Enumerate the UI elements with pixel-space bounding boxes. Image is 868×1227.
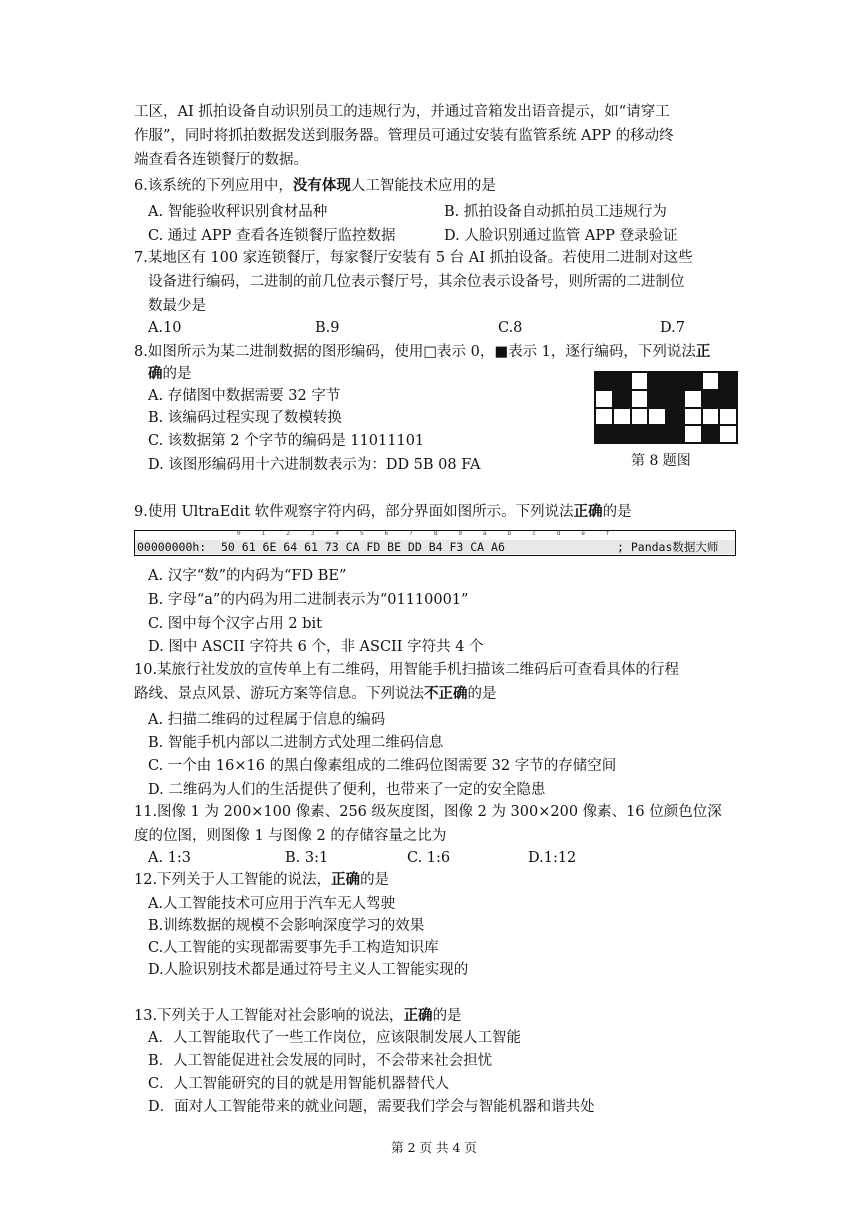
grid-cell	[666, 408, 684, 426]
q8-binary-grid-figure	[594, 371, 738, 444]
hex-bytes: 50 61 6E 64 61 73 CA FD BE DD B4 F3 CA A6	[221, 540, 505, 554]
q12-stem: 12.下列关于人工智能的说法，正确的是	[134, 871, 390, 888]
grid-cell	[684, 408, 702, 426]
q13-option-c: C．人工智能研究的目的就是用智能机器替代人	[148, 1076, 450, 1092]
q7-stem-line-1: 7.某地区有 100 家连锁餐厅，每家餐厅安装有 5 台 AI 抓拍设备。若使用二进制对这些	[134, 250, 693, 266]
grid-cell	[631, 408, 649, 426]
hex-ruler-label: 5	[360, 530, 364, 537]
hex-ruler-label: 4	[335, 530, 340, 537]
q6-option-b: B. 抓拍设备自动抓拍员工违规行为	[444, 204, 667, 220]
q8-option-a: A. 存储图中数据需要 32 字节	[148, 388, 341, 404]
q10-option-c: C. 一个由 16×16 的黑白像素组成的二维码位图需要 32 字节的存储空间	[148, 758, 617, 774]
grid-cell	[595, 372, 613, 390]
q11-option-d: D.1:12	[528, 850, 577, 866]
q8-option-c: C. 该数据第 2 个字节的编码是 11011101	[148, 433, 425, 449]
hex-ruler-label: 7	[409, 530, 413, 537]
q7-stem-line-3: 数最少是	[148, 298, 206, 314]
q9-stem: 9.使用 UltraEdit 软件观察字符内码，部分界面如图所示。下列说法正确的是	[134, 503, 632, 520]
hex-ruler-label: 0	[237, 530, 241, 537]
q7-stem-line-2: 设备进行编码，二进制的前几位表示餐厅号，其余位表示设备号，则所需的二进制位	[148, 274, 685, 290]
q7-option-a: A.10	[148, 320, 182, 336]
grid-cell	[702, 425, 720, 443]
q10-stem-line-1: 10.某旅行社发放的宣传单上有二维码，用智能手机扫描该二维码后可查看具体的行程	[134, 662, 680, 678]
hex-text: ; Pandas数据大师	[617, 540, 719, 554]
hex-ruler-label: 2	[286, 530, 290, 537]
page-footer: 第 2 页 共 4 页	[391, 1140, 477, 1155]
q9-option-d: D. 图中 ASCII 字符共 6 个，非 ASCII 字符共 4 个	[148, 639, 484, 655]
grid-cell	[631, 390, 649, 408]
q11-option-a: A. 1:3	[148, 850, 192, 866]
q13-stem: 13.下列关于人工智能对社会影响的说法，正确的是	[134, 1007, 462, 1024]
intro-line-1: 工区，AI 抓拍设备自动识别员工的违规行为，并通过音箱发出语音提示，如“请穿工	[134, 104, 670, 120]
grid-cell	[719, 372, 737, 390]
grid-cell	[719, 425, 737, 443]
grid-cell	[613, 425, 631, 443]
q8-figure-caption: 第 8 题图	[631, 453, 691, 469]
q13-option-d: D．面对人工智能带来的就业问题，需要我们学会与智能机器和谐共处	[148, 1099, 595, 1115]
hex-data-row	[135, 540, 735, 554]
grid-cell	[613, 372, 631, 390]
q11-stem-line-2: 度的位图，则图像 1 与图像 2 的存储容量之比为	[134, 828, 447, 844]
hex-ruler-label: 3	[310, 530, 315, 537]
q8-option-b: B. 该编码过程实现了数模转换	[148, 410, 342, 426]
q11-option-c: C. 1:6	[407, 850, 451, 866]
grid-cell	[613, 390, 631, 408]
grid-cell	[702, 408, 720, 426]
q6-option-a: A. 智能验收秤识别食材品种	[148, 204, 328, 220]
q12-option-b: B.训练数据的规模不会影响深度学习的效果	[148, 918, 425, 934]
q6-option-d: D. 人脸识别通过监管 APP 登录验证	[444, 228, 678, 244]
grid-cell	[666, 372, 684, 390]
q9-option-c: C. 图中每个汉字占用 2 bit	[148, 616, 322, 632]
q10-stem-line-2: 路线、景点风景、游玩方案等信息。下列说法不正确的是	[134, 685, 497, 702]
q12-option-d: D.人脸识别技术都是通过符号主义人工智能实现的	[148, 962, 469, 978]
q7-option-c: C.8	[498, 320, 523, 336]
intro-line-3: 端查看各连锁餐厅的数据。	[134, 152, 308, 168]
hex-ruler-label: b	[507, 530, 512, 537]
grid-cell	[631, 425, 649, 443]
grid-cell	[648, 390, 666, 408]
grid-cell	[648, 372, 666, 390]
q8-stem-line-1: 8.如图所示为某二进制数据的图形编码，使用□表示 0，■表示 1，逐行编码，下列说法正	[134, 343, 711, 360]
q13-option-b: B．人工智能促进社会发展的同时，不会带来社会担忧	[148, 1053, 493, 1069]
grid-cell	[613, 408, 631, 426]
q12-option-c: C.人工智能的实现都需要事先手工构造知识库	[148, 940, 439, 956]
hex-ruler-label: c	[532, 530, 536, 537]
grid-cell	[702, 390, 720, 408]
q12-option-a: A.人工智能技术可应用于汽车无人驾驶	[148, 896, 396, 912]
grid-cell	[648, 425, 666, 443]
grid-cell	[595, 408, 613, 426]
hex-address: 00000000h:	[137, 540, 207, 554]
grid-cell	[684, 372, 702, 390]
hex-column-ruler	[135, 531, 735, 538]
q9-option-b: B. 字母“a”的内码为用二进制表示为“01110001”	[148, 592, 469, 608]
hex-ruler-label: e	[581, 530, 586, 537]
hex-ruler-label: 9	[458, 530, 463, 537]
q7-option-d: D.7	[660, 320, 685, 336]
grid-cell	[648, 408, 666, 426]
q13-option-a: A．人工智能取代了一些工作岗位，应该限制发展人工智能	[148, 1030, 521, 1046]
q8-stem-line-2: 确的是	[148, 365, 192, 382]
hex-ruler-label: f	[606, 530, 610, 537]
q6-stem: 6.该系统的下列应用中，没有体现人工智能技术应用的是	[134, 177, 496, 194]
grid-cell	[684, 390, 702, 408]
grid-cell	[595, 425, 613, 443]
grid-cell	[684, 425, 702, 443]
q9-hex-editor-figure	[134, 530, 736, 556]
q7-option-b: B.9	[315, 320, 340, 336]
grid-cell	[666, 425, 684, 443]
hex-ruler-label: 1	[261, 530, 266, 537]
grid-cell	[719, 408, 737, 426]
q9-option-a: A. 汉字“数”的内码为“FD BE”	[148, 568, 347, 584]
grid-cell	[666, 390, 684, 408]
q10-option-b: B. 智能手机内部以二进制方式处理二维码信息	[148, 735, 444, 751]
grid-cell	[702, 372, 720, 390]
q10-option-d: D. 二维码为人们的生活提供了便利，也带来了一定的安全隐患	[148, 782, 546, 798]
q11-option-b: B. 3:1	[285, 850, 329, 866]
intro-line-2: 作服”，同时将抓拍数据发送到服务器。管理员可通过安装有监管系统 APP 的移动终	[134, 128, 674, 144]
hex-ruler-label: d	[556, 530, 561, 537]
hex-ruler-label: a	[483, 530, 487, 537]
grid-cell	[631, 372, 649, 390]
hex-ruler-label: 8	[433, 530, 438, 537]
hex-ruler-label: 6	[384, 530, 389, 537]
q6-option-c: C. 通过 APP 查看各连锁餐厅监控数据	[148, 228, 396, 244]
q10-option-a: A. 扫描二维码的过程属于信息的编码	[148, 712, 386, 728]
q11-stem-line-1: 11.图像 1 为 200×100 像素、256 级灰度图，图像 2 为 300×200 像素、16 位颜色位深	[134, 804, 722, 820]
q8-option-d: D. 该图形编码用十六进制数表示为：DD 5B 08 FA	[148, 457, 481, 473]
grid-cell	[719, 390, 737, 408]
grid-cell	[595, 390, 613, 408]
